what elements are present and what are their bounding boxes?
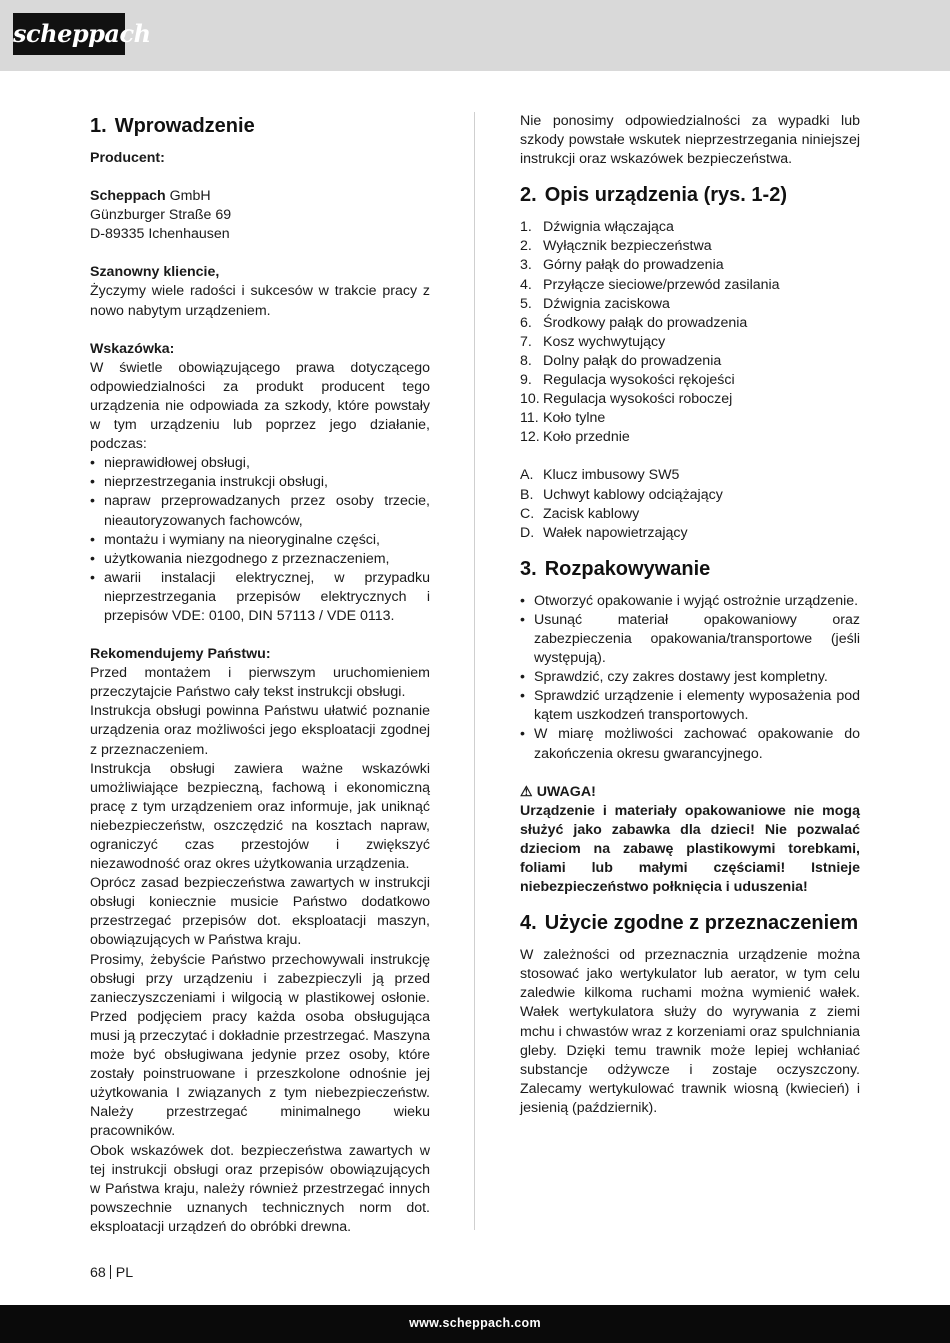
recommend-label: Rekomendujemy Państwu: <box>90 646 271 663</box>
list-item: 7. Kosz wychwytujący <box>520 333 666 350</box>
paragraph: Obok wskazówek dot. bezpieczeństwa zawartych w tej instrukcji obsługi oraz przepisów obowiązujących w Państwa kraju, należy również przestrzegać innych powszechnie uznanych technicznych norm dot. eksploatacji urządzeń do obróbki drewna. <box>90 1142 430 1235</box>
list-item: 8. Dolny pałąk do prowadzenia <box>520 352 722 369</box>
list-item: • nieprzestrzegania instrukcji obsługi, <box>90 473 430 492</box>
address-street: Günzburger Straße 69 <box>90 207 232 224</box>
list-item: • Sprawdzić, czy zakres dostawy jest kompletny. <box>520 668 860 687</box>
list-item: 12. Koło przednie <box>520 429 630 446</box>
page-footer <box>0 1305 950 1343</box>
warning-icon: ⚠ <box>520 783 533 800</box>
list-item: 3. Górny pałąk do prowadzenia <box>520 257 724 274</box>
warning-text: Urządzenie i materiały opakowaniowe nie mogą służyć jako zabawka dla dzieci! Nie pozwalać dzieciom na zabawę plastikowymi torebkami, foliami lub małymi częściami! Istnieje niebezpieczeństwo połknięcia i uduszenia! <box>520 802 860 896</box>
paragraph: Instrukcja obsługi zawiera ważne wskazówki umożliwiające bezpieczną, fachową i ekonomiczną pracę z tym urządzeniem oraz informuje, jak uniknąć niebezpieczeństw, oszczędzić na kosztach napraw, ograniczyć czas przestojów i zwiększyć niezawodność oraz okres użytkowania urządzenia. <box>90 760 430 873</box>
parts-list <box>520 218 860 447</box>
list-item: • montażu i wymiany na nieoryginalne części, <box>90 531 430 550</box>
list-item: 1. Dźwignia włączająca <box>520 219 674 236</box>
list-item: 9. Regulacja wysokości rękojeści <box>520 372 735 389</box>
right-column <box>520 112 860 1118</box>
section-heading-description: 2. Opis urządzenia (rys. 1-2) <box>520 184 787 207</box>
list-item: • użytkowania niezgodnego z przeznaczeniem, <box>90 550 430 569</box>
section-heading-unpacking: 3. Rozpakowywanie <box>520 557 711 580</box>
page-header <box>0 0 950 71</box>
list-item: 10. Regulacja wysokości roboczej <box>520 391 733 408</box>
producer-label: Producent: <box>90 150 165 166</box>
paragraph: Oprócz zasad bezpieczeństwa zawartych w instrukcji obsługi koniecznie musicie Państwo dodatkowo przestrzegać przepisów dot. eksploatacji maszyn, obowiązujących w Państwa kraju. <box>90 875 430 949</box>
list-item: • Otworzyć opakowanie i wyjąć ostrożnie urządzenie. <box>520 592 860 611</box>
paragraph: Instrukcja obsługi powinna Państwu ułatwić poznanie urządzenia oraz możliwości jego eksploatacji zgodnej z przeznaczeniem. <box>90 703 430 758</box>
list-item: • W miarę możliwości zachować opakowanie do zakończenia okresu gwarancyjnego. <box>520 725 860 763</box>
accessories-list <box>520 466 860 542</box>
liability-text: Nie ponosimy odpowiedzialności za wypadki lub szkody powstałe wskutek nieprzestrzegania niniejszej instrukcji oraz wskazówek bezpieczeństwa. <box>520 113 860 168</box>
list-item: 6. Środkowy pałąk do prowadzenia <box>520 314 748 331</box>
page-separator <box>110 1265 111 1279</box>
warning-heading: ⚠ UWAGA! <box>520 783 596 800</box>
left-column <box>90 112 430 1237</box>
paragraph: Prosimy, żebyście Państwo przechowywali instrukcję obsługi przy urządzeniu i zabezpieczyli ją przed zanieczyszczeniami i wilgocią w plastikowej osłonie. Przed podjęciem pracy każda osoba obsługująca musi ją przeczytać i dokładnie przestrzegać. Maszyna może być obsługiwana jedynie przez osoby, które zostały poinstruowane i przeszkolone odnośnie jej użytkowania I związanych z tym niebezpieczeństw. Należy przestrzegać minimalnego wieku pracowników. <box>90 951 430 1140</box>
list-item: • awarii instalacji elektrycznej, w przypadku nieprzestrzegania przepisów elektrycznych i przepisów VDE: 0100, DIN 57113 / VDE 0113. <box>90 569 430 626</box>
list-item: C. Zacisk kablowy <box>520 505 640 522</box>
website-link[interactable]: www.scheppach.com <box>409 1316 541 1330</box>
greeting-text: Życzymy wiele radości i sukcesów w trakcie pracy z nowo nabytym urządzeniem. <box>90 283 430 319</box>
greeting: Szanowny kliencie, <box>90 264 220 281</box>
section-heading-intended-use: 4. Użycie zgodne z przeznaczeniem <box>520 912 859 935</box>
hint-list <box>90 454 430 626</box>
list-item: 11. Koło tylne <box>520 410 606 427</box>
brand-logo: scheppach <box>13 13 125 55</box>
list-item: 2. Wyłącznik bezpieczeństwa <box>520 238 712 255</box>
list-item: D. Wałek napowietrzający <box>520 524 688 541</box>
address-city: D-89335 Ichenhausen <box>90 226 230 243</box>
page-number: 68 PL <box>90 1265 134 1281</box>
intended-use-text: W zależności od przeznacznia urządzenie można stosować jako wertykulator lub aerator, w tym celu zaledwie kilkoma ruchami można wymienić wałek. Wałek wertykulatora służy do wyrywania z ziemi mchu i chwastów wraz z korzeniami oraz spulchniania gleby. Dzięki temu trawnik może lepiej wchłaniać substancje odżywcze i zostaje oczyszczony. Zalecamy wertykulować trawnik wiosną (kwiecień) i jesienią (październik). <box>520 947 860 1116</box>
list-item: • napraw przeprowadzanych przez osoby trzecie, nieautoryzowanych fachowców, <box>90 492 430 530</box>
list-item: • Usunąć materiał opakowaniowy oraz zabezpieczenia opakowania/transportowe (jeśli występują). <box>520 611 860 668</box>
list-item: • Sprawdzić urządzenie i elementy wyposażenia pod kątem uszkodzeń transportowych. <box>520 687 860 725</box>
list-item: • nieprawidłowej obsługi, <box>90 454 430 473</box>
list-item: 4. Przyłącze sieciowe/przewód zasilania <box>520 276 780 293</box>
list-item: 5. Dźwignia zaciskowa <box>520 295 670 312</box>
list-item: A. Klucz imbusowy SW5 <box>520 467 680 484</box>
hint-label: Wskazówka: <box>90 340 175 357</box>
unpacking-list <box>520 592 860 764</box>
hint-text: W świetle obowiązującego prawa dotyczącego odpowiedzialności za produkt producent tego urządzenia nie odpowiada za szkody, które powstały w tym urządzeniu lub poprzez jego działanie, podczas: <box>90 359 430 453</box>
list-item: B. Uchwyt kablowy odciążający <box>520 486 723 503</box>
company-name: Scheppach GmbH <box>90 188 211 205</box>
column-divider <box>474 112 475 1230</box>
paragraph: Przed montażem i pierwszym uruchomieniem przeczytajcie Państwo cały tekst instrukcji obsługi. <box>90 665 430 701</box>
section-heading-introduction: 1. Wprowadzenie <box>90 115 255 137</box>
